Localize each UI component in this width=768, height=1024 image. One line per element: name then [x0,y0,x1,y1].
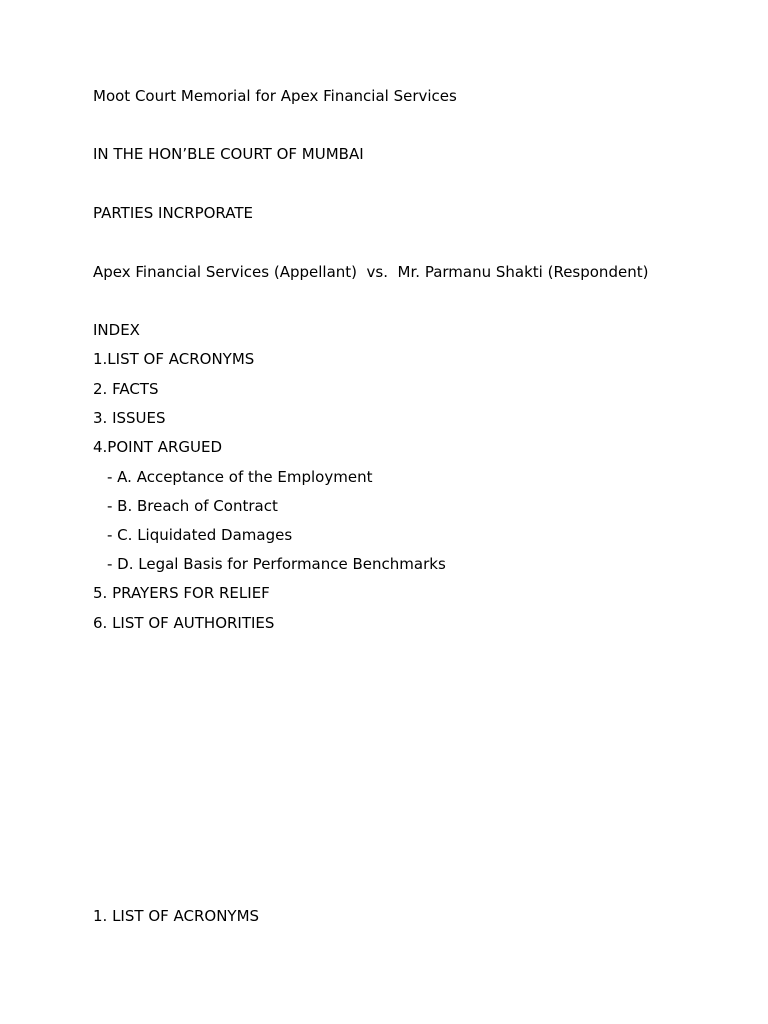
parties-line: Apex Financial Services (Appellant) vs. Mr. Parmanu Shakti (Respondent) [93,263,649,281]
index-item: 5. PRAYERS FOR RELIEF [93,584,270,602]
index-item: 4.POINT ARGUED [93,438,223,456]
index-item: 3. ISSUES [93,409,166,427]
index-item: 1.LIST OF ACRONYMS [93,350,255,368]
document-title: Moot Court Memorial for Apex Financial Services [93,87,457,105]
court-heading: IN THE HON’BLE COURT OF MUMBAI [93,145,364,163]
index-item: 6. LIST OF AUTHORITIES [93,614,275,632]
index-sub-item: - A. Acceptance of the Employment [107,468,373,486]
index-heading: INDEX [93,321,140,339]
index-item: 2. FACTS [93,380,159,398]
index-sub-item: - B. Breach of Contract [107,497,278,515]
section-heading: 1. LIST OF ACRONYMS [93,907,260,925]
index-sub-item: - D. Legal Basis for Performance Benchmarks [107,555,446,573]
index-sub-item: - C. Liquidated Damages [107,526,293,544]
parties-heading: PARTIES INCRPORATE [93,204,253,222]
